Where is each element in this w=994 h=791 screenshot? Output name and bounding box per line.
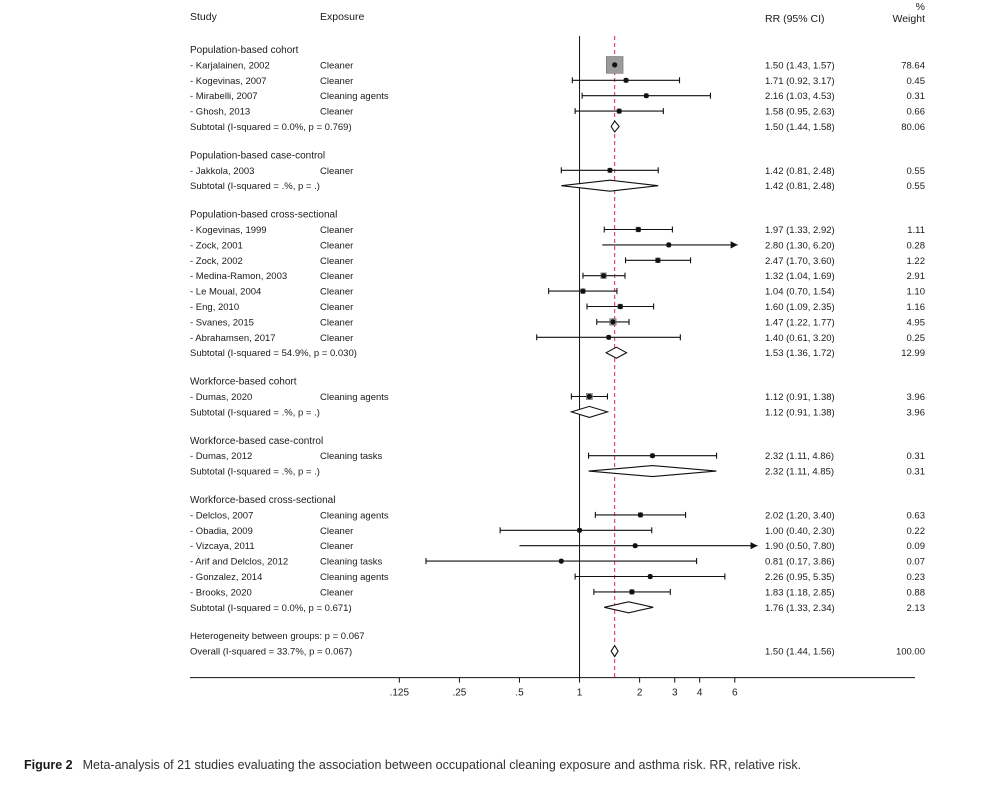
group-heading: Population-based cohort — [190, 45, 299, 56]
effect-estimate: 1.60 (1.09, 2.35) — [765, 302, 835, 313]
weight-value: 0.09 — [906, 541, 925, 553]
effect-estimate: 1.04 (0.70, 1.54) — [765, 286, 835, 298]
exposure-label: Cleaner — [320, 240, 354, 252]
weight-value: 1.11 — [907, 225, 925, 236]
weight-value: 4.95 — [906, 317, 925, 329]
exposure-label: Cleaner — [320, 165, 354, 177]
study-label: - Eng, 2010 — [190, 302, 240, 313]
ci-arrow-right-icon — [751, 542, 758, 549]
weight-value: 80.06 — [901, 122, 925, 133]
point-estimate-marker — [612, 62, 617, 67]
effect-estimate: 2.80 (1.30, 6.20) — [765, 240, 835, 252]
weight-value: 0.23 — [906, 572, 925, 583]
weight-value: 3.96 — [906, 392, 925, 403]
weight-value: 0.07 — [906, 556, 925, 568]
exposure-label: Cleaner — [320, 225, 354, 236]
point-estimate-marker — [607, 168, 612, 173]
header-exposure: Exposure — [320, 11, 365, 23]
weight-value: 1.16 — [906, 302, 925, 313]
effect-estimate: 1.97 (1.33, 2.92) — [765, 225, 835, 236]
effect-estimate: 1.53 (1.36, 1.72) — [765, 348, 835, 360]
exposure-label: Cleaner — [320, 271, 354, 283]
effect-estimate: 0.81 (0.17, 3.86) — [765, 556, 835, 568]
effect-estimate: 1.50 (1.44, 1.56) — [765, 646, 835, 658]
study-label: - Obadia, 2009 — [190, 525, 253, 537]
x-axis-tick-label: 6 — [732, 687, 738, 699]
weight-value: 0.55 — [906, 165, 925, 177]
x-axis-tick-label: 4 — [696, 687, 703, 699]
weight-value: 0.22 — [906, 525, 925, 537]
study-label: - Brooks, 2020 — [190, 587, 252, 599]
exposure-label: Cleaner — [320, 255, 354, 267]
heterogeneity-text: Heterogeneity between groups: p = 0.067 — [190, 631, 365, 643]
weight-value: 3.96 — [906, 407, 925, 419]
subtotal-label: Subtotal (I-squared = 0.0%, p = 0.671) — [190, 602, 352, 614]
ci-arrow-right-icon — [731, 241, 738, 248]
x-axis-tick-label: 2 — [636, 687, 643, 699]
study-label: - Gonzalez, 2014 — [190, 572, 263, 583]
point-estimate-marker — [633, 543, 638, 548]
study-label: - Jakkola, 2003 — [190, 165, 255, 177]
subtotal-diamond — [589, 466, 717, 477]
study-label: - Svanes, 2015 — [190, 317, 254, 329]
point-estimate-marker — [618, 304, 623, 309]
effect-estimate: 1.50 (1.43, 1.57) — [765, 60, 835, 72]
exposure-label: Cleaner — [320, 286, 354, 298]
exposure-label: Cleaning agents — [320, 91, 389, 103]
exposure-label: Cleaner — [320, 332, 354, 344]
study-label: - Kogevinas, 2007 — [190, 75, 267, 87]
point-estimate-marker — [648, 574, 653, 579]
weight-value: 0.45 — [906, 75, 925, 87]
weight-value: 0.31 — [906, 466, 925, 478]
header-study: Study — [190, 11, 217, 23]
study-label: - Zock, 2002 — [190, 255, 243, 267]
point-estimate-marker — [606, 335, 611, 340]
x-axis-tick-label: 1 — [576, 687, 583, 699]
effect-estimate: 2.47 (1.70, 3.60) — [765, 255, 835, 267]
point-estimate-marker — [655, 258, 660, 263]
exposure-label: Cleaner — [320, 60, 354, 72]
effect-estimate: 2.02 (1.20, 3.40) — [765, 510, 835, 522]
effect-estimate: 1.42 (0.81, 2.48) — [765, 165, 835, 177]
point-estimate-marker — [577, 528, 582, 533]
effect-estimate: 1.71 (0.92, 3.17) — [765, 75, 835, 87]
weight-value: 1.10 — [906, 286, 925, 298]
subtotal-diamond — [606, 347, 626, 358]
group-heading: Workforce-based cross-sectional — [190, 495, 336, 506]
group-heading: Workforce-based cohort — [190, 376, 297, 388]
point-estimate-marker — [650, 453, 655, 458]
subtotal-diamond — [561, 180, 658, 191]
weight-value: 0.31 — [906, 91, 925, 103]
study-label: - Dumas, 2012 — [190, 451, 253, 463]
subtotal-label: Subtotal (I-squared = .%, p = .) — [190, 466, 320, 478]
overall-label: Overall (I-squared = 33.7%, p = 0.067) — [190, 646, 353, 658]
point-estimate-marker — [638, 512, 643, 517]
overall-diamond — [611, 646, 618, 657]
exposure-label: Cleaning tasks — [320, 451, 383, 463]
effect-estimate: 2.32 (1.11, 4.85) — [765, 466, 835, 478]
point-estimate-marker — [601, 273, 606, 278]
subtotal-label: Subtotal (I-squared = 0.0%, p = 0.769) — [190, 122, 352, 133]
study-label: - Ghosh, 2013 — [190, 106, 251, 118]
point-estimate-marker — [610, 319, 615, 324]
exposure-label: Cleaner — [320, 75, 354, 87]
study-label: - Le Moual, 2004 — [190, 286, 262, 298]
effect-estimate: 1.47 (1.22, 1.77) — [765, 317, 835, 329]
effect-estimate: 2.32 (1.11, 4.86) — [765, 451, 835, 463]
figure-caption-label: Figure 2 — [24, 758, 73, 772]
header-weight-pct: % — [915, 1, 925, 13]
effect-estimate: 1.00 (0.40, 2.30) — [765, 525, 835, 537]
effect-estimate: 1.42 (0.81, 2.48) — [765, 181, 835, 193]
exposure-label: Cleaning tasks — [320, 556, 383, 568]
group-heading: Population-based case-control — [190, 150, 326, 162]
weight-value: 0.28 — [906, 240, 925, 252]
exposure-label: Cleaning agents — [320, 392, 389, 403]
exposure-label: Cleaning agents — [320, 510, 389, 522]
weight-value: 0.25 — [906, 332, 925, 344]
study-label: - Mirabelli, 2007 — [190, 91, 258, 103]
effect-estimate: 2.16 (1.03, 4.53) — [765, 91, 835, 103]
weight-value: 0.88 — [906, 587, 925, 599]
point-estimate-marker — [666, 242, 671, 247]
weight-value: 2.91 — [906, 271, 925, 283]
header-effect: RR (95% CI) — [765, 13, 825, 25]
effect-estimate: 1.12 (0.91, 1.38) — [765, 407, 835, 419]
point-estimate-marker — [617, 109, 622, 114]
effect-estimate: 1.40 (0.61, 3.20) — [765, 332, 835, 344]
x-axis-tick-label: .25 — [452, 687, 467, 699]
point-estimate-marker — [623, 78, 628, 83]
study-label: - Vizcaya, 2011 — [190, 541, 255, 553]
study-label: - Kogevinas, 1999 — [190, 225, 267, 236]
exposure-label: Cleaner — [320, 525, 354, 537]
exposure-label: Cleaner — [320, 587, 354, 599]
point-estimate-marker — [580, 289, 585, 294]
x-axis-tick-label: .125 — [389, 687, 410, 699]
weight-value: 0.66 — [906, 106, 925, 118]
subtotal-diamond — [604, 602, 653, 613]
study-label: - Medina-Ramon, 2003 — [190, 271, 288, 283]
figure-caption-text: Meta-analysis of 21 studies evaluating the association between occupational cleaning exposure and asthma risk. RR, relative risk. — [82, 758, 802, 772]
weight-value: 0.63 — [906, 510, 925, 522]
effect-estimate: 1.12 (0.91, 1.38) — [765, 392, 835, 403]
study-label: - Dumas, 2020 — [190, 392, 253, 403]
weight-value: 1.22 — [906, 255, 925, 267]
figure-caption — [24, 758, 974, 772]
exposure-label: Cleaner — [320, 106, 354, 118]
effect-estimate: 1.32 (1.04, 1.69) — [765, 271, 835, 283]
header-weight: Weight — [892, 13, 925, 25]
weight-value: 0.55 — [906, 181, 925, 193]
point-estimate-marker — [587, 394, 592, 399]
subtotal-diamond — [571, 406, 607, 417]
effect-estimate: 2.26 (0.95, 5.35) — [765, 572, 835, 583]
point-estimate-marker — [559, 559, 564, 564]
effect-estimate: 1.90 (0.50, 7.80) — [765, 541, 835, 553]
study-label: - Zock, 2001 — [190, 240, 243, 252]
study-label: - Karjalainen, 2002 — [190, 60, 270, 72]
effect-estimate: 1.83 (1.18, 2.85) — [765, 587, 835, 599]
subtotal-label: Subtotal (I-squared = .%, p = .) — [190, 181, 320, 193]
point-estimate-marker — [636, 227, 641, 232]
exposure-label: Cleaner — [320, 302, 354, 313]
effect-estimate: 1.76 (1.33, 2.34) — [765, 602, 835, 614]
exposure-label: Cleaning agents — [320, 572, 389, 583]
weight-value: 100.00 — [895, 646, 925, 658]
group-heading: Workforce-based case-control — [190, 435, 324, 447]
forest-plot-svg — [150, 0, 950, 740]
group-heading: Population-based cross-sectional — [190, 209, 338, 221]
exposure-label: Cleaner — [320, 541, 354, 553]
study-label: - Arif and Delclos, 2012 — [190, 556, 289, 568]
study-label: - Abrahamsen, 2017 — [190, 332, 276, 344]
weight-value: 0.31 — [906, 451, 925, 463]
forest-plot — [150, 0, 950, 740]
point-estimate-marker — [644, 93, 649, 98]
x-axis-tick-label: 3 — [671, 687, 678, 699]
x-axis-tick-label: .5 — [515, 687, 524, 699]
subtotal-label: Subtotal (I-squared = .%, p = .) — [190, 407, 320, 419]
effect-estimate: 1.50 (1.44, 1.58) — [765, 122, 835, 133]
weight-value: 78.64 — [901, 60, 925, 72]
subtotal-label: Subtotal (I-squared = 54.9%, p = 0.030) — [190, 348, 357, 360]
effect-estimate: 1.58 (0.95, 2.63) — [765, 106, 835, 118]
study-label: - Delclos, 2007 — [190, 510, 254, 522]
exposure-label: Cleaner — [320, 317, 354, 329]
subtotal-diamond — [611, 121, 619, 132]
point-estimate-marker — [629, 589, 634, 594]
weight-value: 12.99 — [901, 348, 925, 360]
weight-value: 2.13 — [906, 602, 925, 614]
